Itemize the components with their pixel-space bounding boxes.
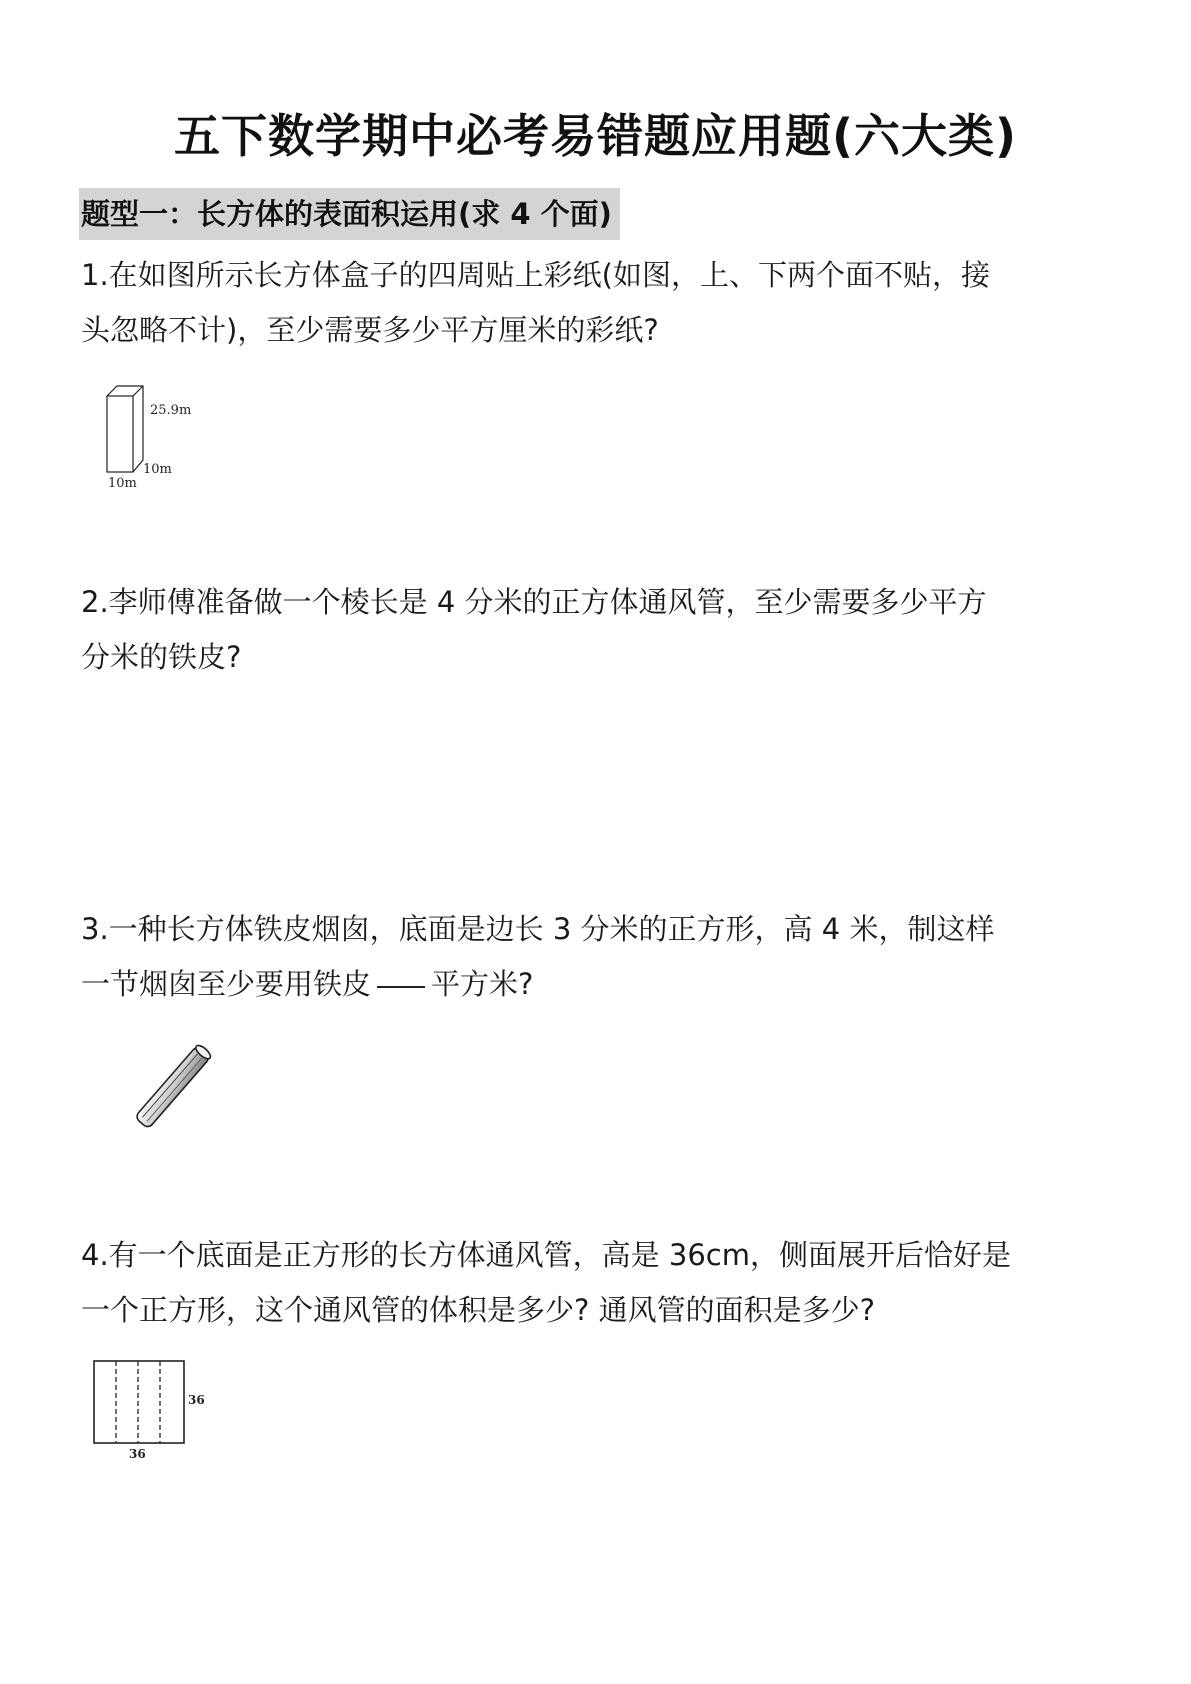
question-3-line-1: 3.一种长方体铁皮烟囱，底面是边长 3 分米的正方形，高 4 米，制这样 bbox=[81, 912, 995, 946]
question-1-line-2: 头忽略不计)，至少需要多少平方厘米的彩纸? bbox=[81, 313, 659, 347]
question-number: 2. bbox=[81, 585, 109, 619]
question-4-line-1: 4.有一个底面是正方形的长方体通风管，高是 36cm，侧面展开后恰好是 bbox=[81, 1238, 1011, 1272]
question-number: 4. bbox=[81, 1238, 109, 1272]
chimney-pipe-figure bbox=[120, 1036, 230, 1136]
question-2-line-1: 2.李师傅准备做一个棱长是 4 分米的正方体通风管，至少需要多少平方 bbox=[81, 585, 987, 619]
question-3 bbox=[81, 902, 1111, 1012]
height-label: 25.9m bbox=[150, 403, 192, 418]
page-title: 五下数学期中必考易错题应用题(六大类) bbox=[173, 109, 1018, 163]
section-heading: 题型一：长方体的表面积运用(求 4 个面) bbox=[79, 188, 620, 240]
question-1-line-1: 1.在如图所示长方体盒子的四周贴上彩纸(如图，上、下两个面不贴，接 bbox=[81, 258, 990, 292]
question-2-line-2: 分米的铁皮? bbox=[81, 640, 242, 674]
question-number: 1. bbox=[81, 258, 109, 292]
question-4-line-2: 一个正方形，这个通风管的体积是多少? 通风管的面积是多少? bbox=[81, 1293, 876, 1327]
depth-label: 10m bbox=[143, 462, 172, 477]
bottom-length-label: 36 bbox=[129, 1447, 146, 1461]
cuboid-figure bbox=[105, 380, 215, 490]
unfolded-square-figure bbox=[92, 1357, 212, 1462]
side-length-label: 36 bbox=[188, 1393, 205, 1407]
question-3-line-2: 一节烟囱至少要用铁皮 平方米? bbox=[81, 967, 534, 1001]
question-1 bbox=[81, 248, 1111, 358]
answer-blank bbox=[377, 985, 425, 988]
width-label: 10m bbox=[108, 476, 137, 490]
question-4 bbox=[81, 1228, 1111, 1338]
question-2 bbox=[81, 575, 1111, 685]
question-number: 3. bbox=[81, 912, 109, 946]
